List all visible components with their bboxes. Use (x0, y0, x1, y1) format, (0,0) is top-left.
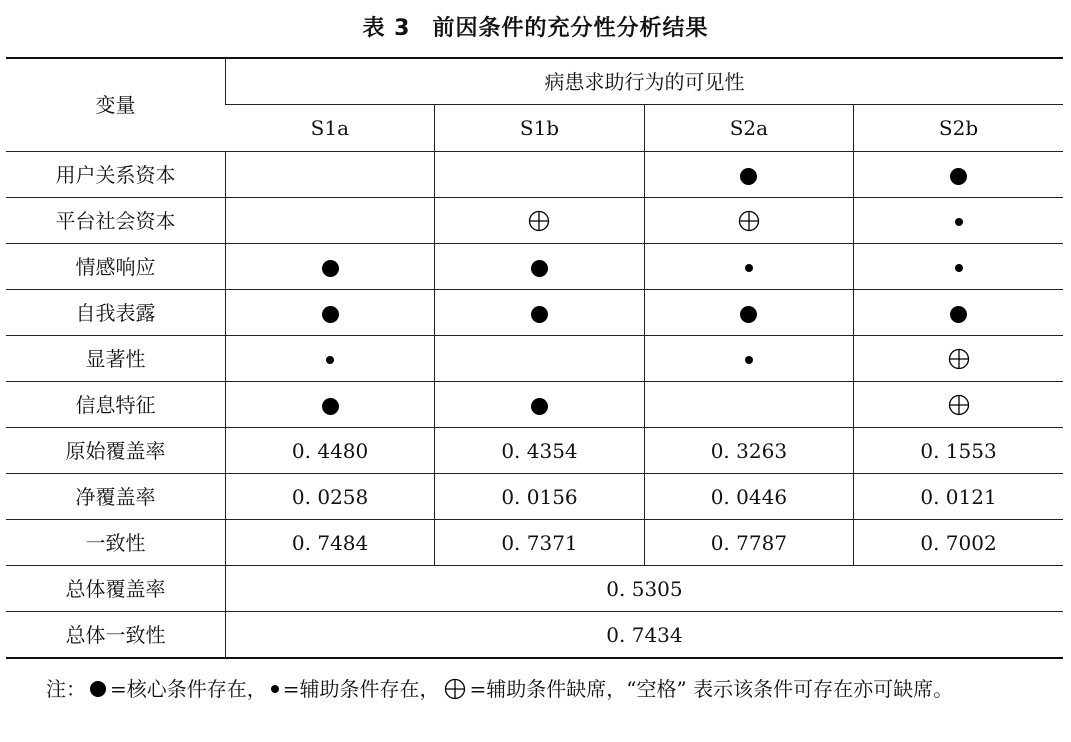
core-condition-icon (322, 260, 339, 277)
absent-condition-icon (528, 210, 550, 232)
condition-cell (435, 198, 644, 244)
variable-label: 净覆盖率 (6, 474, 225, 520)
metric-value: 0. 7484 (225, 520, 434, 566)
note-core-desc: =核心条件存在， (110, 677, 267, 701)
condition-row (6, 244, 1063, 290)
condition-cell (225, 152, 434, 198)
table-body (6, 58, 1063, 658)
absent-condition-icon (444, 678, 466, 700)
metric-value: 0. 0446 (644, 474, 853, 520)
condition-cell (225, 336, 434, 382)
table-number: 表 3 (362, 16, 411, 41)
metric-value: 0. 7787 (644, 520, 853, 566)
auxiliary-condition-icon (955, 264, 963, 272)
condition-row (6, 336, 1063, 382)
condition-cell (854, 290, 1063, 336)
condition-cell (644, 290, 853, 336)
table-note (6, 672, 1063, 706)
metric-row (6, 474, 1063, 520)
variable-label: 信息特征 (6, 382, 225, 428)
condition-row (6, 198, 1063, 244)
sufficiency-analysis-table (6, 57, 1063, 659)
variable-label: 平台社会资本 (6, 198, 225, 244)
variable-label: 一致性 (6, 520, 225, 566)
metric-value: 0. 7371 (435, 520, 644, 566)
core-condition-icon (950, 306, 967, 323)
variable-label: 自我表露 (6, 290, 225, 336)
auxiliary-condition-icon (745, 264, 753, 272)
core-condition-icon (90, 681, 106, 697)
variable-label: 总体覆盖率 (6, 566, 225, 612)
variable-label: 原始覆盖率 (6, 428, 225, 474)
overall-value: 0. 7434 (225, 612, 1063, 659)
condition-cell (644, 152, 853, 198)
condition-cell (225, 244, 434, 290)
variable-label: 总体一致性 (6, 612, 225, 659)
metric-value: 0. 0121 (854, 474, 1063, 520)
metric-value: 0. 1553 (854, 428, 1063, 474)
condition-cell (854, 198, 1063, 244)
metric-value: 0. 3263 (644, 428, 853, 474)
condition-cell (644, 244, 853, 290)
solution-header: S2b (854, 105, 1063, 152)
condition-cell (854, 152, 1063, 198)
absent-condition-icon (738, 210, 760, 232)
core-condition-icon (531, 260, 548, 277)
variable-label: 显著性 (6, 336, 225, 382)
table-title (0, 14, 1071, 44)
note-prefix: 注： (46, 677, 86, 701)
condition-cell (225, 382, 434, 428)
metric-value: 0. 4480 (225, 428, 434, 474)
variable-label: 用户关系资本 (6, 152, 225, 198)
note-aux-desc: =辅助条件存在， (282, 677, 440, 701)
variable-label: 情感响应 (6, 244, 225, 290)
metric-value: 0. 4354 (435, 428, 644, 474)
metric-value: 0. 0258 (225, 474, 434, 520)
condition-cell (435, 290, 644, 336)
condition-row (6, 152, 1063, 198)
core-condition-icon (322, 398, 339, 415)
solution-header: S1a (225, 105, 434, 152)
metric-row (6, 428, 1063, 474)
solution-header: S1b (435, 105, 644, 152)
condition-cell (225, 290, 434, 336)
overall-value: 0. 5305 (225, 566, 1063, 612)
condition-cell (435, 244, 644, 290)
group-header: 病患求助行为的可见性 (225, 58, 1063, 105)
condition-cell (435, 382, 644, 428)
core-condition-icon (531, 306, 548, 323)
note-absent-desc: =辅助条件缺席，“空格” 表示该条件可存在亦可缺席。 (469, 677, 954, 701)
condition-cell (854, 382, 1063, 428)
condition-cell (644, 382, 853, 428)
condition-cell (225, 198, 434, 244)
auxiliary-condition-icon (745, 356, 753, 364)
core-condition-icon (531, 398, 548, 415)
absent-condition-icon (948, 348, 970, 370)
condition-row (6, 382, 1063, 428)
metric-row (6, 520, 1063, 566)
overall-row (6, 612, 1063, 659)
core-condition-icon (322, 306, 339, 323)
condition-cell (854, 244, 1063, 290)
solution-header: S2a (644, 105, 853, 152)
condition-cell (435, 152, 644, 198)
variable-header: 变量 (6, 58, 225, 152)
condition-cell (644, 198, 853, 244)
table-title-text: 前因条件的充分性分析结果 (432, 16, 709, 41)
condition-row (6, 290, 1063, 336)
metric-value: 0. 0156 (435, 474, 644, 520)
condition-cell (644, 336, 853, 382)
auxiliary-condition-icon (955, 218, 963, 226)
absent-condition-icon (948, 394, 970, 416)
condition-cell (854, 336, 1063, 382)
auxiliary-condition-icon (326, 356, 334, 364)
auxiliary-condition-icon (271, 685, 279, 693)
core-condition-icon (740, 168, 757, 185)
condition-cell (435, 336, 644, 382)
metric-value: 0. 7002 (854, 520, 1063, 566)
header-row (6, 58, 1063, 105)
core-condition-icon (950, 168, 967, 185)
core-condition-icon (740, 306, 757, 323)
overall-row (6, 566, 1063, 612)
